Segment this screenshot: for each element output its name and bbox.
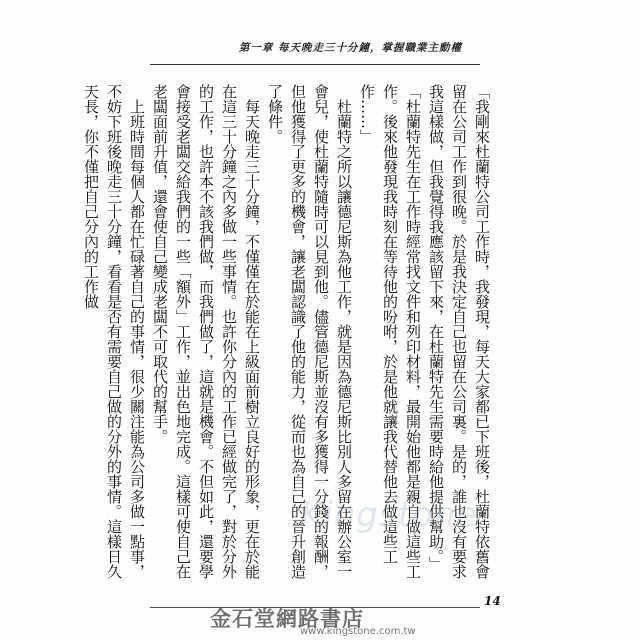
- paragraph-1: 「我剛來杜蘭特公司工作時，我發現，每天大家都已下班後，杜蘭特依舊會留在公司工作到很晚。於是我決定自己也留在公司裏。是的，誰也沒有要求我這樣做，但我覺得我應該留下來，在杜蘭特先生需要時給他提供幫助。」: [427, 84, 491, 579]
- paragraph-3: 杜蘭特之所以讓德尼斯為他工作，就是因為德尼斯比別人多留在辦公室一會兒，使杜蘭特隨時可以見到他。儘管德尼斯並沒有多獲得一分錢的報酬，但他獲得了更多的機會，讓老闆認識了他的能力，從而也為自己的晉升創造了條件。: [266, 84, 353, 579]
- header-rule: [150, 64, 480, 65]
- store-url: www.kingstone.com.tw: [300, 626, 416, 637]
- paragraph-4: 每天晚走三十分鐘，不僅僅在於能在上級面前樹立良好的形象，更在於能在這三十分鐘之內多做一些事情。也許你分內的工作已經做完了，對於分外的工作，也許本不該我們做，而我們做了，這就是機會。不但如此，還要學會接受老闆交給我們的一些「額外」工作，並出色地完成。這樣可使自己在老闆面前升值，還會使自己變成老闆不可取代的幫手。: [151, 84, 261, 579]
- paragraph-2: 「杜蘭特先生在工作時經常找文件和列印材料，最開始他都是親自做這些工作。後來他發現我時刻在等待他的吩咐，於是他就讓我代替他去做這些工作……」: [358, 84, 422, 579]
- store-brand-logo: 金石堂網路書店: [210, 606, 364, 631]
- paragraph-5: 上班時間每個人都在忙碌著自己的事情，很少關注能為公司多做一點事，不妨下班後晚走三十分鐘，看看是否有需要自己做的分外的事情。這樣日久天長，你不僅把自己分內的工作做: [82, 84, 146, 579]
- watermark-logo: Kingstone: [300, 495, 479, 535]
- running-header: 第一章 每天晚走三十分鐘，掌握職業主動權: [238, 42, 462, 54]
- page-number: 14: [484, 594, 501, 608]
